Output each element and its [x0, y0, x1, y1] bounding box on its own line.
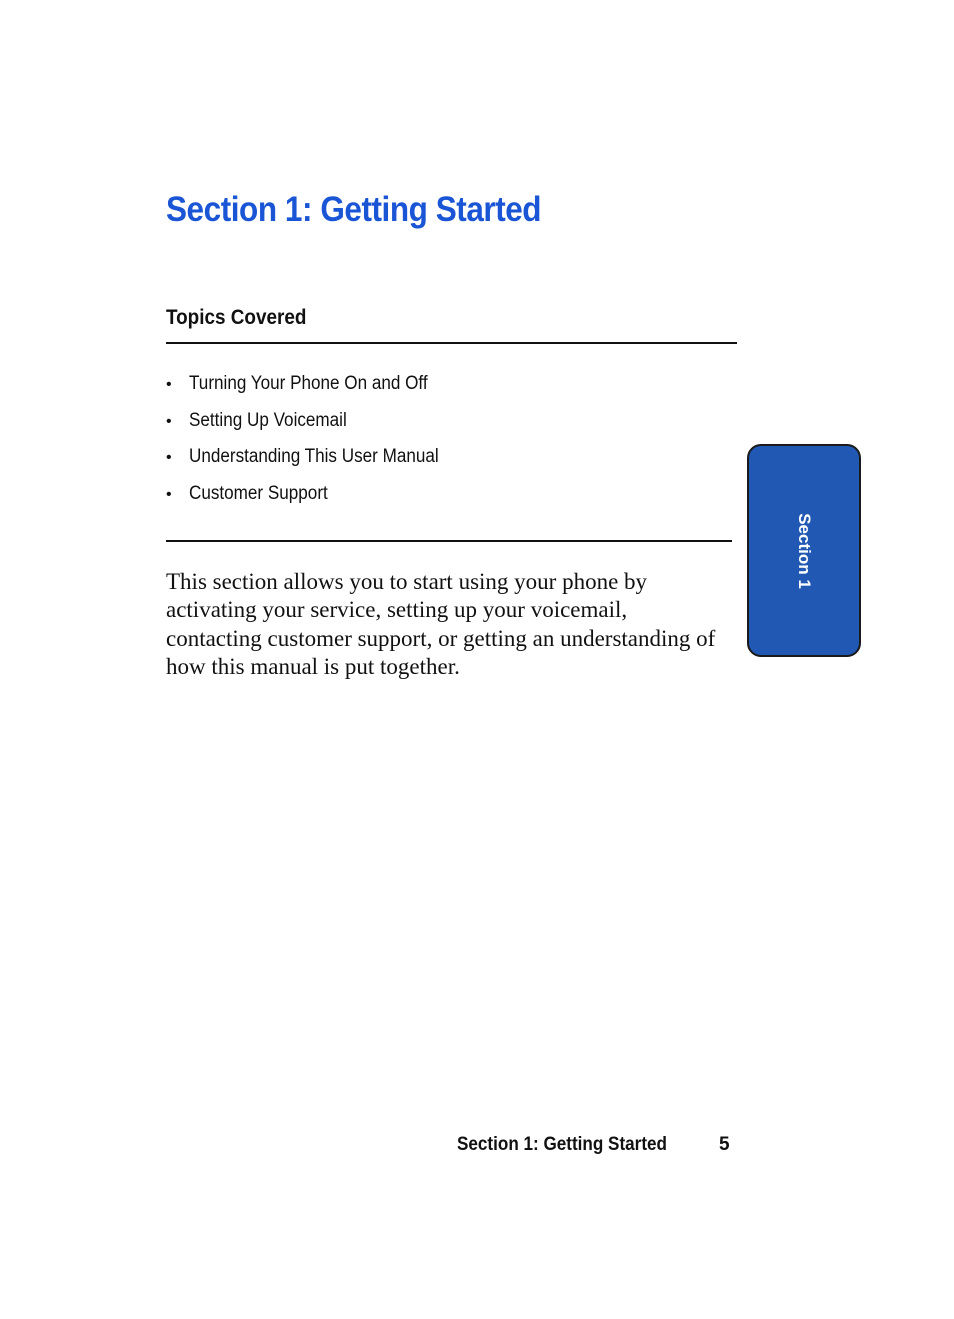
section-tab — [747, 444, 861, 657]
bottom-divider — [166, 540, 732, 542]
list-item — [166, 441, 466, 478]
page-number: 5 — [719, 1134, 730, 1155]
list-item — [166, 478, 466, 515]
bullet-icon: • — [166, 412, 172, 430]
intro-paragraph: This section allows you to start using your phone by activating your service, setting up your voicemail, contacting customer support, or getting an understanding of how this manual is put together. — [166, 569, 716, 679]
page-title: Section 1: Getting Started — [166, 190, 542, 229]
bullet-icon: • — [166, 449, 172, 466]
footer-section-title: Section 1: Getting Started — [457, 1134, 667, 1155]
list-item — [166, 405, 466, 442]
topic-item-text: Understanding This User Manual — [189, 446, 439, 467]
bullet-icon: • — [166, 485, 172, 503]
topic-item-text: Customer Support — [189, 482, 328, 504]
top-divider — [166, 342, 737, 344]
list-item — [166, 368, 466, 405]
section-tab-label: Section 1 — [795, 512, 814, 589]
bullet-icon: • — [166, 376, 172, 393]
topics-heading: Topics Covered — [166, 306, 307, 329]
topic-item-text: Turning Your Phone On and Off — [189, 373, 428, 394]
topics-list — [166, 368, 466, 514]
topic-item-text: Setting Up Voicemail — [189, 409, 347, 431]
